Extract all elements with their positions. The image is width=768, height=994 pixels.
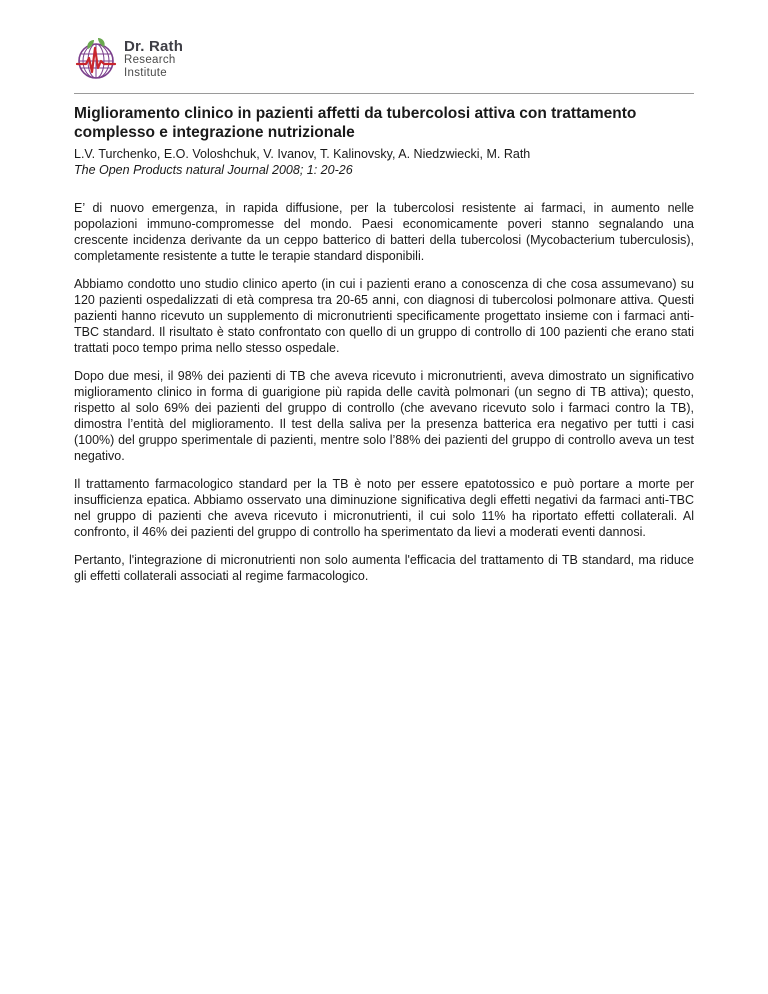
logo-subtitle-2: Institute — [124, 66, 167, 79]
institute-logo — [74, 34, 183, 84]
article-citation: The Open Products natural Journal 2008; 1: 20-26 — [74, 163, 353, 177]
paragraph-3: Dopo due mesi, il 98% dei pazienti di TB che aveva ricevuto i micronutrienti, aveva dimostrato un significativo miglioramento clinico in forma di guarigione più rapida delle cavità polmonari (un segno di TB attiva); questo, rispetto al solo 69% dei pazienti del gruppo di controllo (che avevano ricevuto solo i farmaci contro la TB), dimostra l’entità del miglioramento. Il test della saliva per la presenza batterica era negativo per tutti i casi (100%) del gruppo sperimentale di pazienti, mentre solo l’88% dei pazienti del gruppo di controllo aveva un test negativo. — [74, 369, 694, 463]
logo-wordmark — [124, 39, 183, 79]
paragraph-5: Pertanto, l'integrazione di micronutrienti non solo aumenta l'efficacia del trattamento di TB standard, ma riduce gli effetti collaterali associati al regime farmacologico. — [74, 553, 694, 583]
article — [74, 104, 694, 584]
logo-title: Dr. Rath — [124, 38, 184, 55]
header-divider — [74, 93, 694, 94]
logo-subtitle-1: Research — [124, 54, 176, 66]
article-title: Miglioramento clinico in pazienti affetti da tubercolosi attiva con trattamento complesso e integrazione nutrizionale — [74, 105, 637, 141]
globe-heartbeat-logo-icon — [74, 34, 118, 84]
paragraph-2: Abbiamo condotto uno studio clinico aperto (in cui i pazienti erano a conoscenza di che cosa assumevano) su 120 pazienti ospedalizzati di età compresa tra 20-65 anni, con diagnosi di tubercolosi polmonare attiva. Questi pazienti hanno ricevuto un supplemento di micronutrienti specificamente progettato insieme con i farmaci anti-TBC standard. Il risultato è stato confrontato con quello di un gruppo di controllo di 100 pazienti che erano stati trattati poco tempo prima nello stesso ospedale. — [74, 277, 694, 355]
paragraph-1: E’ di nuovo emergenza, in rapida diffusione, per la tubercolosi resistente ai farmaci, in aumento nelle popolazioni immuno-compromesse del mondo. Paesi economicamente poveri stanno segnalando una crescente incidenza derivante da un ceppo batterico di batteri della tubercolosi (Mycobacterium tuberculosis), completamente resistente a tutte le terapie standard disponibili. — [74, 201, 694, 263]
paragraph-4: Il trattamento farmacologico standard per la TB è noto per essere epatotossico e può portare a morte per insufficienza epatica. Abbiamo osservato una diminuzione significativa degli effetti negativi da farmaci anti-TBC nel gruppo di pazienti che aveva ricevuto i micronutrienti, il cui solo 11% ha riportato effetti collaterali. Al confronto, il 46% dei pazienti del gruppo di controllo ha sperimentato da lievi a moderati eventi dannosi. — [74, 477, 694, 539]
article-authors: L.V. Turchenko, E.O. Voloshchuk, V. Ivanov, T. Kalinovsky, A. Niedzwiecki, M. Rath — [74, 147, 531, 161]
